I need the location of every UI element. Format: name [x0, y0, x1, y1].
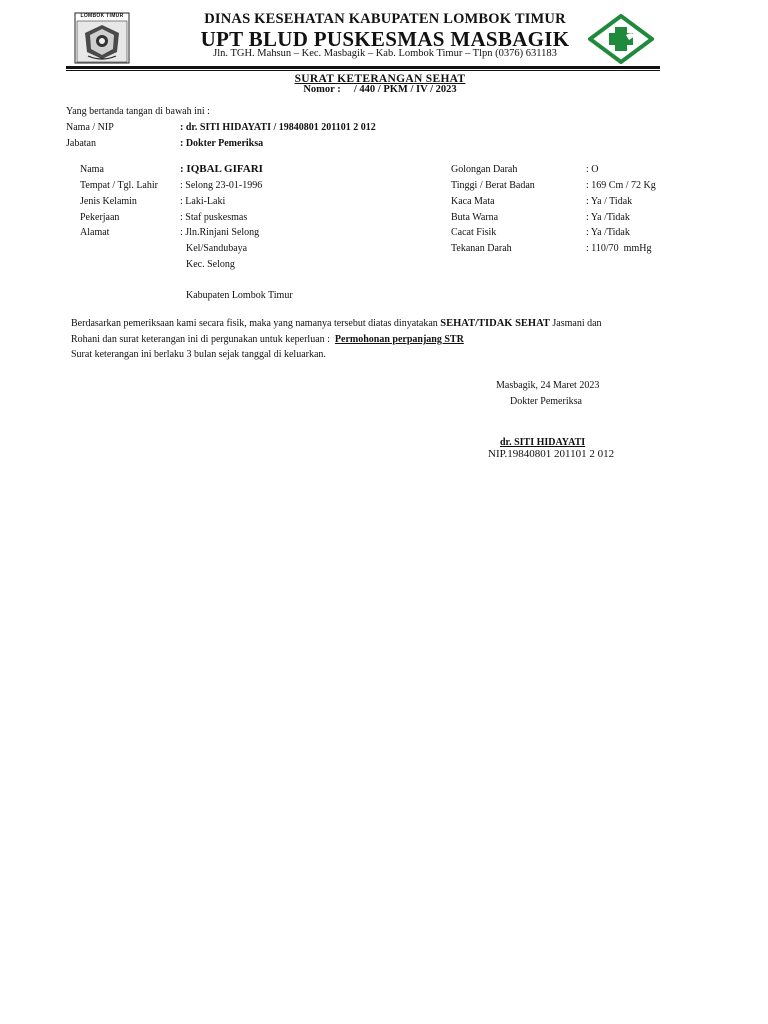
patient-job-label: Pekerjaan [80, 212, 120, 223]
blood-pressure-label: Tekanan Darah [451, 243, 512, 254]
patient-address-label: Alamat [80, 227, 110, 238]
purpose-text: Permohonan perpanjang STR [334, 334, 464, 345]
patient-birth-value: : Selong 23-01-1996 [180, 180, 263, 191]
color-blind-value: : Ya /Tidak [586, 212, 630, 223]
glasses-value: : Ya / Tidak [586, 196, 633, 207]
signer-role: Dokter Pemeriksa [510, 396, 582, 407]
place-date: Masbagik, 24 Maret 2023 [496, 380, 600, 391]
patient-address-line-3: Kec. Selong [186, 259, 235, 270]
statement-line-2-text: Rohani dan surat keterangan ini di pergunakan untuk keperluan : [71, 334, 335, 345]
height-weight-label: Tinggi / Berat Badan [451, 180, 535, 191]
health-status-text: SEHAT/TIDAK SEHAT [440, 318, 550, 329]
document-number: Nomor : / 440 / PKM / IV / 2023 [303, 84, 457, 95]
statement-line-1-end: Jasmani dan [549, 318, 602, 329]
patient-address-line-1: : Jln.Rinjani Selong [180, 227, 260, 238]
signer-name-value: : dr. SITI HIDAYATI / 19840801 201101 2 012 [180, 122, 376, 133]
patient-job-value: : Staf puskesmas [180, 212, 248, 223]
height-weight-value: : 169 Cm / 72 Kg [586, 180, 656, 191]
blood-type-label: Golongan Darah [451, 164, 518, 175]
patient-name-label: Nama [80, 164, 104, 175]
patient-name-value: : IQBAL GIFARI [180, 163, 263, 175]
logo-caption: LOMBOK TIMUR [80, 13, 124, 19]
patient-gender-label: Jenis Kelamin [80, 196, 137, 207]
puskesmas-logo [588, 14, 654, 64]
color-blind-label: Buta Warna [451, 212, 499, 223]
blood-pressure-value: : 110/70 mmHg [586, 243, 652, 254]
signer-signature-name: dr. SITI HIDAYATI [500, 437, 586, 448]
statement-line-1-text: Berdasarkan pemeriksaan kami secara fisik, maka yang namanya tersebut diatas dinyatakan [71, 318, 441, 329]
patient-address-line-4: Kabupaten Lombok Timur [186, 290, 293, 301]
header-rule-thick [66, 66, 660, 69]
signer-nip: NIP.19840801 201101 2 012 [488, 448, 615, 460]
document-title: SURAT KETERANGAN SEHAT [294, 73, 466, 85]
unit-name: UPT BLUD PUSKESMAS MASBAGIK [200, 27, 570, 51]
signer-name-label: Nama / NIP [66, 122, 114, 133]
physical-disability-value: : Ya /Tidak [586, 227, 630, 238]
blood-type-value: : O [586, 164, 599, 175]
agency-name: DINAS KESEHATAN KABUPATEN LOMBOK TIMUR [204, 11, 566, 27]
lombok-timur-logo [74, 12, 130, 64]
validity-statement: Surat keterangan ini berlaku 3 bulan sejak tanggal di keluarkan. [71, 349, 326, 360]
signer-position-value: : Dokter Pemeriksa [180, 138, 264, 149]
statement-line-2 [71, 334, 464, 345]
patient-birth-label: Tempat / Tgl. Lahir [80, 180, 158, 191]
glasses-label: Kaca Mata [451, 196, 495, 207]
header-rule-thin [66, 70, 660, 71]
patient-gender-value: : Laki-Laki [180, 196, 226, 207]
physical-disability-label: Cacat Fisik [451, 227, 497, 238]
statement-line-1 [71, 318, 602, 329]
signer-intro: Yang bertanda tangan di bawah ini : [66, 106, 210, 117]
signer-position-label: Jabatan [66, 138, 96, 149]
unit-address: Jln. TGH. Mahsun – Kec. Masbagik – Kab. Lombok Timur – Tlpn (0376) 631183 [213, 48, 557, 59]
patient-address-line-2: Kel/Sandubaya [186, 243, 248, 254]
